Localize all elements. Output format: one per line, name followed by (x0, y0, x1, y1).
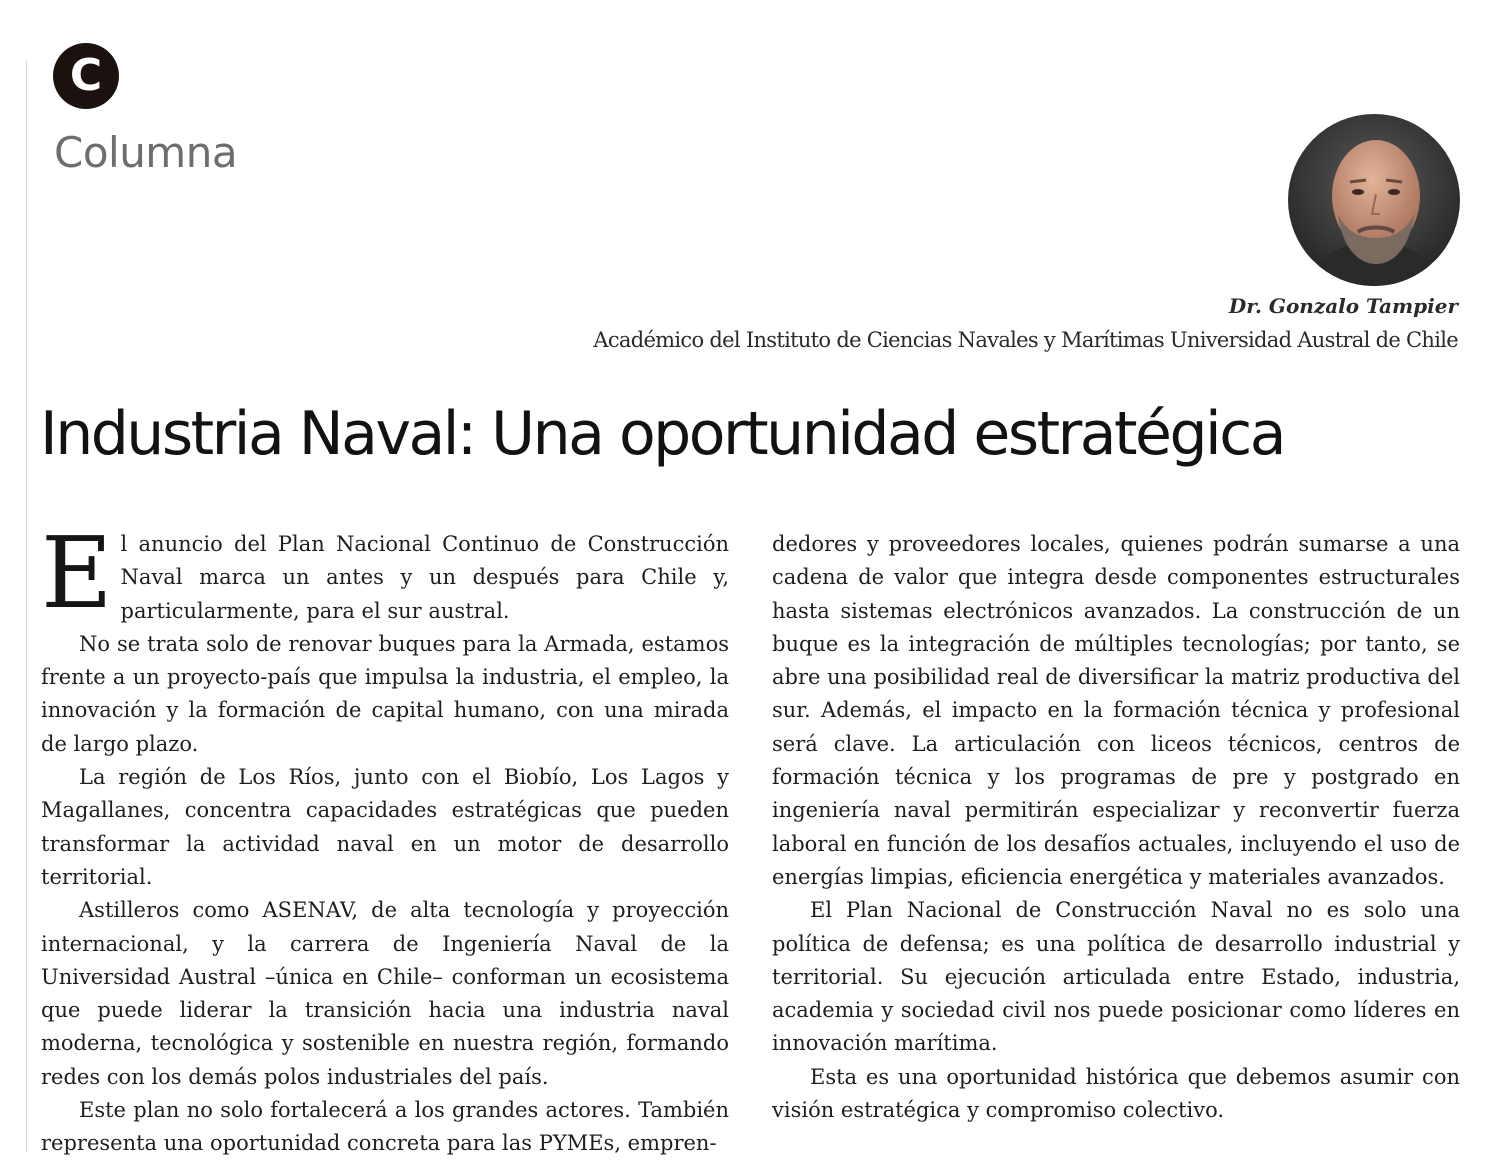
page-margin-rule (26, 60, 27, 1152)
article-paragraph: dedores y proveedores locales, quienes podrán sumarse a una cadena de valor que integra desde componentes estructurales hasta sistemas electrónicos avanzados. La construcción de un buque es la integración de múltiples tecnologías; por tanto, se abre una posibilidad real de diversificar la matriz productiva del sur. Además, el impacto en la formación técnica y profesional será clave. La articulación con liceos técnicos, centros de formación técnica y los programas de pre y postgrado en ingeniería naval permitirán especializar y reconvertir fuerza laboral en función de los desafíos actuales, incluyendo el uso de energías limpias, eficiencia energética y materiales avanzados. (772, 532, 1460, 889)
section-badge: C (53, 43, 119, 109)
article-column-left (41, 517, 729, 1161)
article-paragraph: Esta es una oportunidad histórica que debemos asumir con visión estratégica y compromiso colectivo. (772, 1064, 1460, 1123)
author-role: Académico del Instituto de Ciencias Navales y Marítimas Universidad Austral de Chile (593, 328, 1458, 352)
author-name: Dr. Gonzalo Tampier (1228, 294, 1458, 318)
article-headline: Industria Naval: Una oportunidad estratégica (40, 399, 1284, 469)
article-paragraph: Astilleros como ASENAV, de alta tecnología y proyección internacional, y la carrera de Ingeniería Naval de la Universidad Austral –única en Chile– conforman un ecosistema que puede liderar la transición hacia una industria naval moderna, tecnológica y sostenible en nuestra región, formando redes con los demás polos industriales del país. (41, 898, 729, 1089)
article-paragraph: El Plan Nacional de Construcción Naval no es solo una política de defensa; es una política de desarrollo industrial y territorial. Su ejecución articulada entre Estado, industria, academia y sociedad civil nos puede posicionar como líderes en innovación marítima. (772, 898, 1460, 1056)
drop-cap: E (41, 517, 113, 631)
article-paragraph: La región de Los Ríos, junto con el Biobío, Los Lagos y Magallanes, concentra capacidades estratégicas que pueden transformar la actividad naval en un motor de desarrollo territorial. (41, 765, 729, 889)
article-paragraph: No se trata solo de renovar buques para la Armada, estamos frente a un proyecto-país que impulsa la industria, el empleo, la innovación y la formación de capital humano, con una mirada de largo plazo. (41, 631, 729, 756)
section-title: Columna (54, 128, 238, 177)
paragraph-text: l anuncio del Plan Nacional Continuo de Construcción Naval marca un antes y un después para Chile y, particularmente, para el sur austral. (120, 532, 729, 623)
article-column-right (772, 528, 1460, 1127)
article-paragraph (41, 517, 729, 631)
author-photo (1288, 114, 1460, 286)
article-paragraph: Este plan no solo fortalecerá a los grandes actores. También representa una oportunidad concreta para las PYMEs, empren- (41, 1098, 729, 1156)
